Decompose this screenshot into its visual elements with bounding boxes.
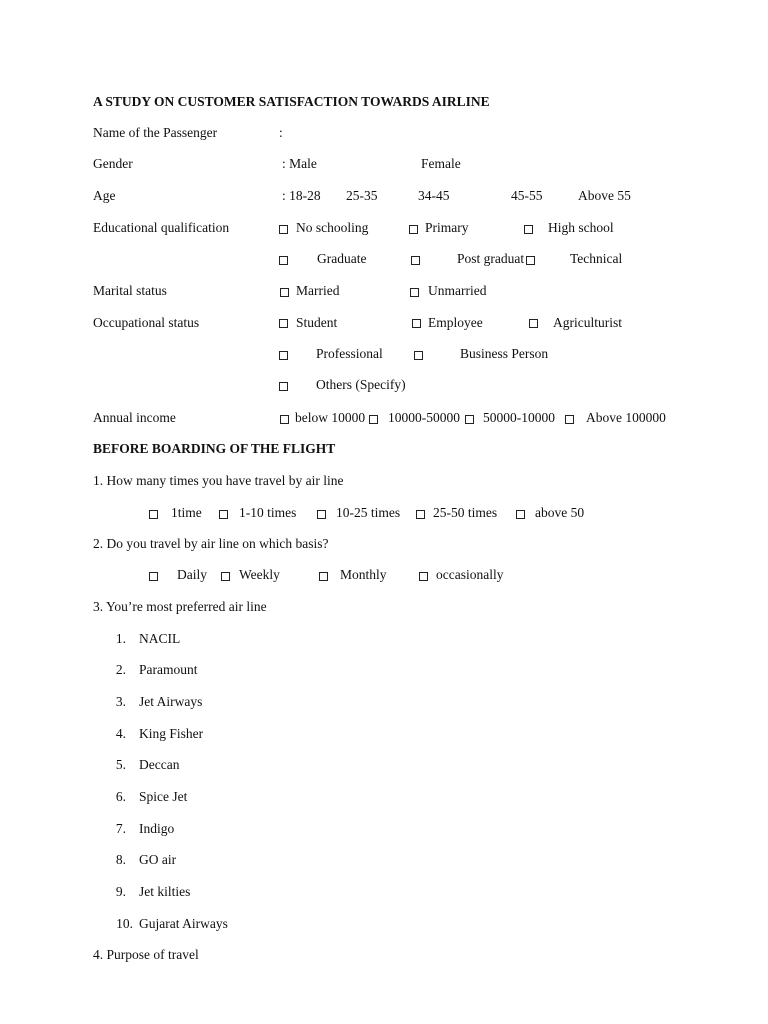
- education-option: Graduate: [317, 251, 367, 266]
- checkbox-q1-4[interactable]: [416, 510, 425, 519]
- education-option: Technical: [570, 251, 623, 266]
- education-option: Primary: [425, 220, 469, 235]
- checkbox-unmarried[interactable]: [410, 288, 419, 297]
- checkbox-married[interactable]: [280, 288, 289, 297]
- gender-label: Gender: [93, 156, 133, 171]
- airline-item: Jet Airways: [139, 694, 203, 709]
- q1-option: 1-10 times: [239, 505, 297, 520]
- list-number: 6.: [115, 789, 126, 804]
- airline-item: Jet kilties: [139, 884, 191, 899]
- checkbox-graduate[interactable]: [279, 256, 288, 265]
- airline-item: Indigo: [139, 821, 175, 836]
- checkbox-others[interactable]: [279, 382, 288, 391]
- checkbox-income-2[interactable]: [369, 415, 378, 424]
- checkbox-income-1[interactable]: [280, 415, 289, 424]
- gender-option-female[interactable]: Female: [421, 156, 461, 171]
- passenger-name-label: Name of the Passenger: [93, 125, 218, 140]
- age-option[interactable]: 34-45: [418, 188, 450, 203]
- list-number: 2.: [115, 662, 126, 677]
- q1-option: 1time: [171, 505, 202, 520]
- q1-option: above 50: [535, 505, 585, 520]
- page-title: A STUDY ON CUSTOMER SATISFACTION TOWARDS AIRLINE: [93, 94, 490, 109]
- question-1: 1. How many times you have travel by air line: [93, 473, 344, 488]
- checkbox-income-4[interactable]: [565, 415, 574, 424]
- checkbox-q1-5[interactable]: [516, 510, 525, 519]
- occupation-option: Others (Specify): [316, 377, 406, 392]
- checkbox-q2-daily[interactable]: [149, 572, 158, 581]
- gender-option-male[interactable]: : Male: [282, 156, 317, 171]
- education-option: No schooling: [296, 220, 369, 235]
- occupation-option: Student: [296, 315, 338, 330]
- education-option: High school: [548, 220, 614, 235]
- checkbox-student[interactable]: [279, 319, 288, 328]
- airline-item: GO air: [139, 852, 177, 867]
- marital-option: Married: [296, 283, 340, 298]
- age-option[interactable]: 45-55: [511, 188, 543, 203]
- list-number: 5.: [115, 757, 126, 772]
- checkbox-business-person[interactable]: [414, 351, 423, 360]
- q2-option: Monthly: [340, 567, 387, 582]
- checkbox-technical[interactable]: [526, 256, 535, 265]
- checkbox-primary[interactable]: [409, 225, 418, 234]
- age-option[interactable]: 25-35: [346, 188, 378, 203]
- q1-option: 10-25 times: [336, 505, 401, 520]
- occupation-option: Professional: [316, 346, 383, 361]
- income-option: 10000-50000: [388, 410, 460, 425]
- marital-label: Marital status: [93, 283, 167, 298]
- airline-item: Deccan: [139, 757, 180, 772]
- marital-option: Unmarried: [428, 283, 487, 298]
- section-heading-before-boarding: BEFORE BOARDING OF THE FLIGHT: [93, 441, 336, 456]
- list-number: 10.: [116, 916, 133, 931]
- checkbox-q2-weekly[interactable]: [221, 572, 230, 581]
- education-option: Post graduat: [457, 251, 525, 266]
- q2-option: Daily: [177, 567, 207, 582]
- list-number: 8.: [115, 852, 126, 867]
- checkbox-q2-occasionally[interactable]: [419, 572, 428, 581]
- checkbox-q1-3[interactable]: [317, 510, 326, 519]
- income-label: Annual income: [93, 410, 176, 425]
- list-number: 9.: [115, 884, 126, 899]
- income-option: 50000-10000: [483, 410, 555, 425]
- airline-item: Paramount: [139, 662, 198, 677]
- occupation-label: Occupational status: [93, 315, 200, 330]
- checkbox-professional[interactable]: [279, 351, 288, 360]
- age-label: Age: [93, 188, 116, 203]
- list-number: 7.: [115, 821, 126, 836]
- checkbox-employee[interactable]: [412, 319, 421, 328]
- occupation-option: Agriculturist: [553, 315, 622, 330]
- q2-option: occasionally: [436, 567, 504, 582]
- checkbox-q1-2[interactable]: [219, 510, 228, 519]
- question-3: 3. You’re most preferred air line: [93, 599, 267, 614]
- income-option: Above 100000: [586, 410, 666, 425]
- age-option[interactable]: Above 55: [578, 188, 631, 203]
- checkbox-high-school[interactable]: [524, 225, 533, 234]
- education-label: Educational qualification: [93, 220, 230, 235]
- occupation-option: Business Person: [460, 346, 549, 361]
- airline-item: Gujarat Airways: [139, 916, 228, 931]
- list-number: 1.: [115, 631, 126, 646]
- checkbox-q2-monthly[interactable]: [319, 572, 328, 581]
- list-number: 3.: [115, 694, 126, 709]
- income-option: below 10000: [295, 410, 366, 425]
- age-option[interactable]: : 18-28: [282, 188, 321, 203]
- occupation-option: Employee: [428, 315, 483, 330]
- checkbox-agriculturist[interactable]: [529, 319, 538, 328]
- q1-option: 25-50 times: [433, 505, 498, 520]
- question-2: 2. Do you travel by air line on which basis?: [93, 536, 329, 551]
- q2-option: Weekly: [239, 567, 280, 582]
- checkbox-income-3[interactable]: [465, 415, 474, 424]
- checkbox-no-schooling[interactable]: [279, 225, 288, 234]
- airline-item: King Fisher: [139, 726, 204, 741]
- list-number: 4.: [115, 726, 126, 741]
- question-4: 4. Purpose of travel: [93, 947, 199, 962]
- airline-item: Spice Jet: [139, 789, 188, 804]
- airline-item: NACIL: [139, 631, 181, 646]
- passenger-name-separator: :: [279, 125, 283, 140]
- checkbox-post-graduate[interactable]: [411, 256, 420, 265]
- checkbox-q1-1[interactable]: [149, 510, 158, 519]
